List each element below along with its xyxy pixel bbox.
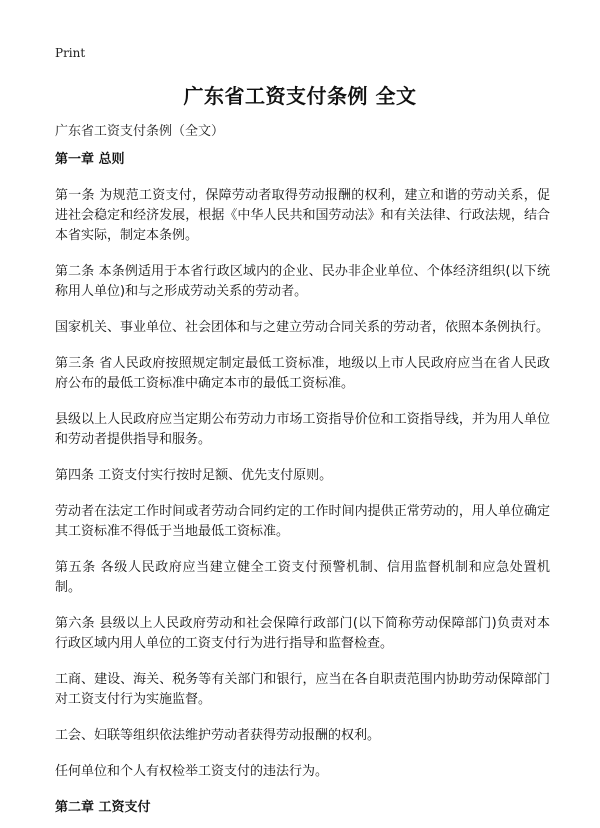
- chapter-heading: 第二章 工资支付: [55, 800, 151, 815]
- article-paragraph: 第六条 县级以上人民政府劳动和社会保障行政部门(以下简称劳动保障部门)负责对本行政区域内用人单位的工资支付行为进行指导和监督检查。: [55, 616, 550, 651]
- article-paragraph: 第一条 为规范工资支付，保障劳动者取得劳动报酬的权利，建立和谐的劳动关系，促进社会稳定和经济发展，根据《中华人民共和国劳动法》和有关法律、行政法规，结合本省实际，制定本条例。: [55, 188, 550, 243]
- article-paragraph: 劳动者在法定工作时间或者劳动合同约定的工作时间内提供正常劳动的，用人单位确定其工资标准不得低于当地最低工资标准。: [55, 504, 550, 539]
- article-paragraph: 县级以上人民政府应当定期公布劳动力市场工资指导价位和工资指导线，并为用人单位和劳动者提供指导和服务。: [55, 412, 550, 447]
- chapter-heading: 第一章 总则: [55, 152, 125, 167]
- print-link[interactable]: Print: [55, 46, 86, 60]
- document-body: [55, 150, 550, 818]
- article-paragraph: 工会、妇联等组织依法维护劳动者获得劳动报酬的权利。: [55, 728, 381, 743]
- article-paragraph: 工商、建设、海关、税务等有关部门和银行，应当在各自职责范围内协助劳动保障部门对工资支付行为实施监督。: [55, 672, 550, 707]
- article-paragraph: 第四条 工资支付实行按时足额、优先支付原则。: [55, 468, 333, 483]
- page-title: 广东省工资支付条例 全文: [183, 84, 417, 108]
- article-paragraph: 第三条 省人民政府按照规定制定最低工资标准，地级以上市人民政府应当在省人民政府公布的最低工资标准中确定本市的最低工资标准。: [55, 356, 550, 391]
- article-paragraph: 第五条 各级人民政府应当建立健全工资支付预警机制、信用监督机制和应急处置机制。: [55, 560, 550, 595]
- document-subtitle: 广东省工资支付条例（全文）: [55, 124, 225, 139]
- article-paragraph: 国家机关、事业单位、社会团体和与之建立劳动合同关系的劳动者，依照本条例执行。: [55, 320, 550, 335]
- article-paragraph: 第二条 本条例适用于本省行政区域内的企业、民办非企业单位、个体经济组织(以下统称用人单位)和与之形成劳动关系的劳动者。: [55, 264, 550, 299]
- article-paragraph: 任何单位和个人有权检举工资支付的违法行为。: [55, 764, 329, 779]
